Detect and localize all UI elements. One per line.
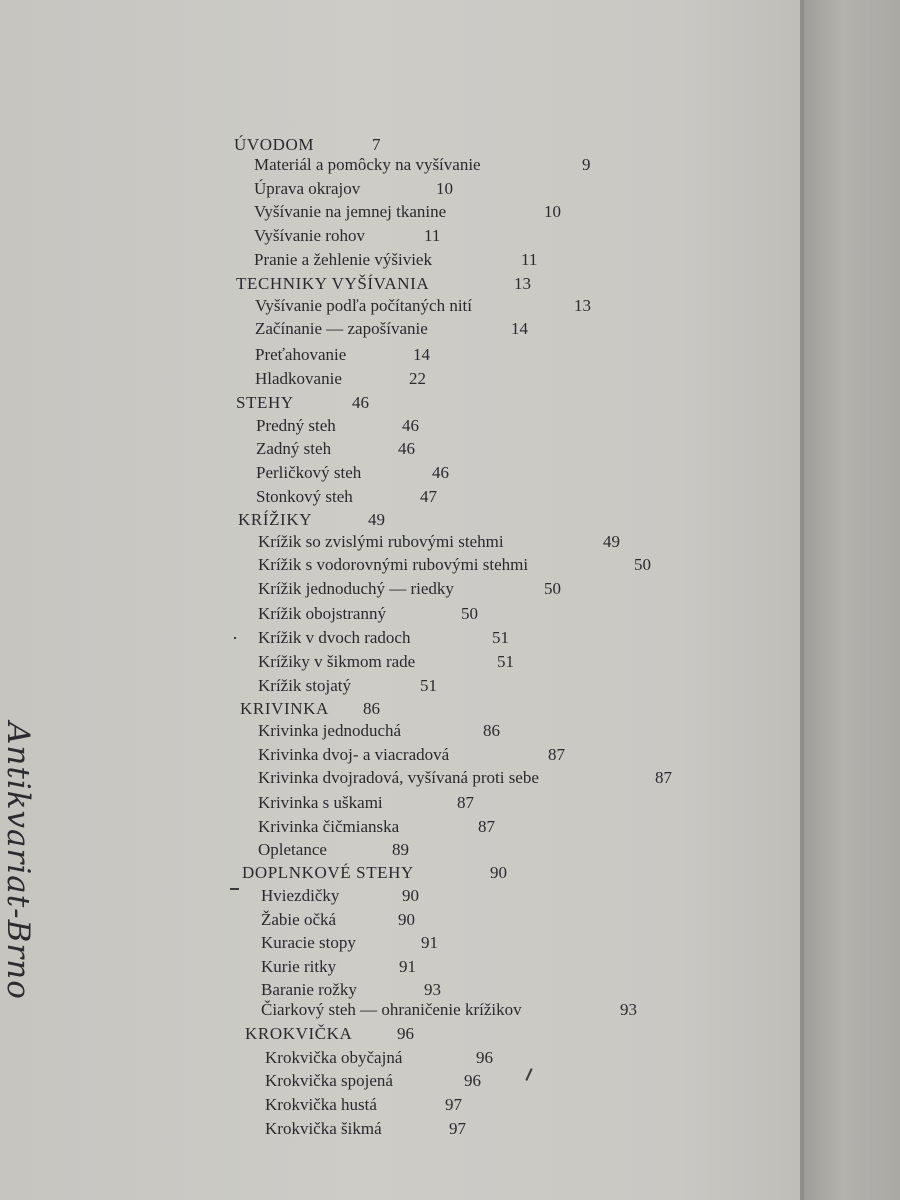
toc-title: Začínanie — zapošívanie — [255, 319, 428, 338]
toc-title: Krížik v dvoch radoch — [258, 628, 411, 647]
toc-page-number: 46 — [402, 416, 419, 435]
toc-title: KRÍŽIKY — [238, 510, 313, 529]
toc-page-number: 96 — [464, 1071, 481, 1090]
toc-title: Krokvička šikmá — [265, 1119, 382, 1138]
toc-title: Úprava okrajov — [254, 179, 361, 198]
toc-page-number: 50 — [461, 604, 478, 623]
toc-title: Pranie a žehlenie výšiviek — [254, 250, 432, 269]
toc-page-number: 14 — [511, 319, 528, 338]
toc-title: Krížik so zvislými rubovými stehmi — [258, 532, 504, 551]
toc-page-number: 96 — [397, 1024, 414, 1043]
toc-page-number: 13 — [574, 296, 591, 315]
toc-title: ÚVODOM — [234, 135, 315, 154]
toc-page-number: 46 — [398, 439, 415, 458]
toc-title: Hladkovanie — [255, 369, 342, 388]
toc-page-number: 50 — [544, 579, 561, 598]
toc-page-number: 86 — [483, 721, 500, 740]
toc-page-number: 49 — [603, 532, 620, 551]
toc-title: STEHY — [236, 393, 294, 412]
toc-title: DOPLNKOVÉ STEHY — [242, 863, 414, 882]
toc-page-number: 11 — [424, 226, 441, 245]
toc-title: Materiál a pomôcky na vyšívanie — [254, 155, 481, 174]
toc-title: Krivinka dvojradová, vyšívaná proti sebe — [258, 768, 539, 787]
toc-page-number: 22 — [409, 369, 426, 388]
toc-page-number: 86 — [363, 699, 380, 718]
toc-page-number: 89 — [392, 840, 409, 859]
toc-title: KROKVIČKA — [245, 1024, 353, 1043]
toc-page-number: 46 — [432, 463, 449, 482]
toc-title: Vyšívanie na jemnej tkanine — [254, 202, 447, 221]
toc-title: Baranie rožky — [261, 980, 357, 999]
toc-title: Krížik stojatý — [258, 676, 352, 695]
toc-title: Vyšívanie podľa počítaných nití — [255, 296, 472, 315]
toc-title: Krivinka čičmianska — [258, 817, 400, 836]
toc-title: Perličkový steh — [256, 463, 362, 482]
toc-page-number: 91 — [421, 933, 438, 952]
toc-page-number: 51 — [497, 652, 514, 671]
toc-page-number: 93 — [424, 980, 441, 999]
toc-title: Krížik jednoduchý — riedky — [258, 579, 454, 598]
adjacent-page — [804, 0, 900, 1200]
toc-title: Zadný steh — [256, 439, 332, 458]
toc-title: Preťahovanie — [255, 345, 347, 364]
toc-page-number: 87 — [655, 768, 672, 787]
toc-page-number: 93 — [620, 1000, 637, 1019]
toc-title: Hviezdičky — [261, 886, 340, 905]
toc-page-number: 87 — [548, 745, 565, 764]
toc-page-number: 87 — [478, 817, 495, 836]
toc-title: Krivinka jednoduchá — [258, 721, 402, 740]
toc-title: Krížiky v šikmom rade — [258, 652, 416, 671]
toc-title: Stonkový steh — [256, 487, 353, 506]
toc-page-number: 90 — [490, 863, 507, 882]
toc-page-number: 10 — [436, 179, 453, 198]
toc-page-number: 97 — [449, 1119, 466, 1138]
toc-title: KRIVINKA — [240, 699, 329, 718]
toc-title: Žabie očká — [261, 910, 337, 929]
toc-page-number: 96 — [476, 1048, 493, 1067]
toc-page-number: 51 — [492, 628, 509, 647]
toc-title: Krokvička hustá — [265, 1095, 377, 1114]
toc-page-number: 97 — [445, 1095, 462, 1114]
toc-title: Krivinka dvoj- a viacradová — [258, 745, 450, 764]
toc-title: Predný steh — [256, 416, 336, 435]
toc-page-number: 7 — [372, 135, 381, 154]
toc-title: Kurie ritky — [261, 957, 337, 976]
toc-page-number: 91 — [399, 957, 416, 976]
watermark-text: Antikvariat-Brno — [0, 722, 36, 1000]
toc-page-number: 13 — [514, 274, 531, 293]
toc-page-number: 87 — [457, 793, 474, 812]
toc-page-number: 90 — [402, 886, 419, 905]
toc-title: Krokvička obyčajná — [265, 1048, 403, 1067]
stray-mark — [234, 637, 236, 639]
toc-page-number: 49 — [368, 510, 385, 529]
toc-title: Krížik s vodorovnými rubovými stehmi — [258, 555, 529, 574]
toc-title: Čiarkový steh — ohraničenie krížikov — [261, 1000, 522, 1019]
toc-page-number: 46 — [352, 393, 369, 412]
toc-page-number: 11 — [521, 250, 538, 269]
toc-title: Opletance — [258, 840, 327, 859]
toc-page-number: 9 — [582, 155, 591, 174]
toc-title: Krokvička spojená — [265, 1071, 393, 1090]
toc-title: Krížik obojstranný — [258, 604, 386, 623]
toc-page-number: 14 — [413, 345, 430, 364]
toc-page-number: 10 — [544, 202, 561, 221]
toc-page-number: 50 — [634, 555, 651, 574]
stray-mark — [230, 888, 239, 890]
toc-title: Krivinka s uškami — [258, 793, 383, 812]
toc-page-number: 51 — [420, 676, 437, 695]
toc-page-number: 90 — [398, 910, 415, 929]
toc-title: Kuracie stopy — [261, 933, 356, 952]
toc-page-number: 47 — [420, 487, 437, 506]
toc-title: Vyšívanie rohov — [254, 226, 365, 245]
toc-title: TECHNIKY VYŠÍVANIA — [236, 274, 430, 293]
